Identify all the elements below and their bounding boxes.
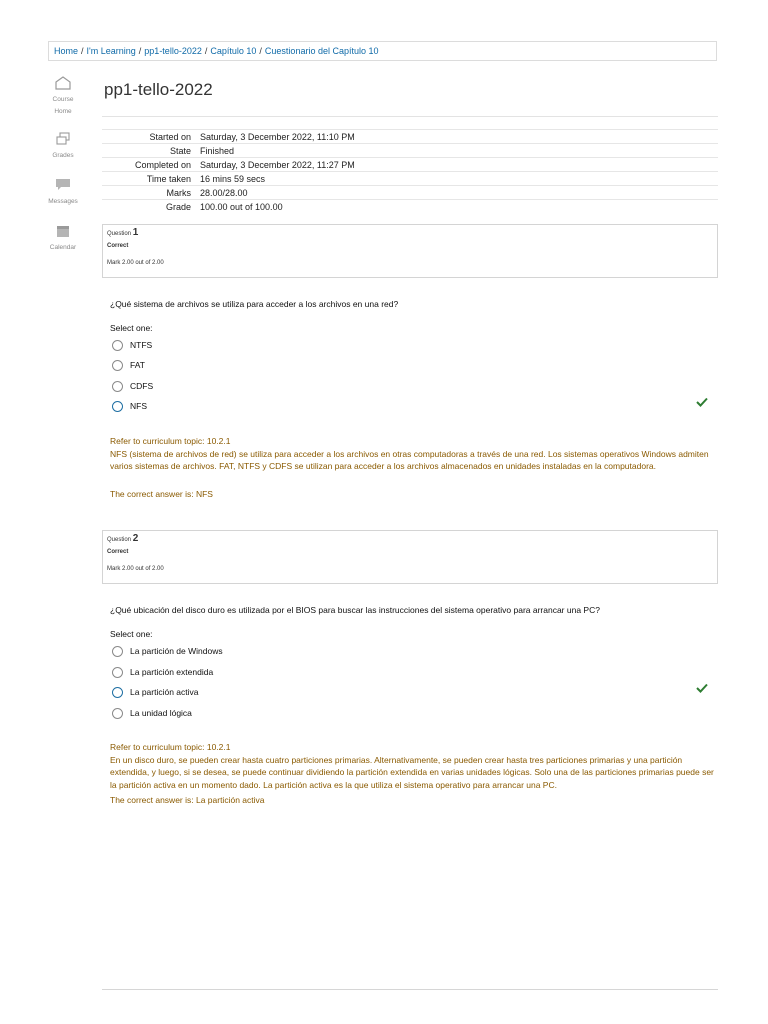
- correct-answer: The correct answer is: NFS: [110, 489, 213, 499]
- sidebar-item-calendar[interactable]: [40, 224, 86, 270]
- sidebar-item-messages[interactable]: [40, 178, 86, 224]
- summary-key: Time taken: [102, 172, 197, 186]
- breadcrumb: Home / I'm Learning / pp1-tello-2022 / Capítulo 10 / Cuestionario del Capítulo 10: [48, 41, 717, 61]
- radio-button-selected[interactable]: [112, 687, 123, 698]
- feedback-body: En un disco duro, se pueden crear hasta cuatro particiones primarias. Alternativamente, se pueden crear hasta tres particiones primarias y una partición extendida, y luego, si se desea, se puede continuar dividiendo la partición extendida en varias unidades lógicas. Solo una de las particiones primarias puede ser la partición activa en un momento dado. La partición activa es la que utiliza el sistema operativo para arrancar una PC.: [110, 754, 714, 790]
- summary-row: [102, 200, 718, 214]
- grades-icon: [40, 132, 86, 150]
- answer-label: La partición activa: [130, 687, 199, 697]
- answer-option[interactable]: [112, 358, 145, 372]
- feedback: [110, 435, 715, 473]
- sidebar-item-label: Grades: [52, 152, 74, 159]
- breadcrumb-course[interactable]: pp1-tello-2022: [144, 46, 202, 56]
- breadcrumb-quiz[interactable]: Cuestionario del Capítulo 10: [264, 46, 379, 56]
- answer-label: La partición extendida: [130, 667, 214, 677]
- feedback-topic: Refer to curriculum topic: 10.2.1: [110, 436, 231, 446]
- breadcrumb-im-learning[interactable]: I'm Learning: [86, 46, 136, 56]
- messages-icon: [40, 178, 86, 196]
- correct-answer: The correct answer is: La partición activa: [110, 795, 265, 805]
- home-icon: [40, 76, 86, 94]
- question-number: 2: [132, 533, 139, 544]
- question-text: ¿Qué sistema de archivos se utiliza para acceder a los archivos en una red?: [110, 299, 399, 309]
- question-info-box: [102, 224, 718, 278]
- answer-label: La unidad lógica: [130, 708, 192, 718]
- divider: [102, 116, 718, 117]
- summary-key: State: [102, 144, 197, 158]
- select-one-label: Select one:: [110, 629, 153, 639]
- select-one-label: Select one:: [110, 323, 153, 333]
- correct-check-icon: [696, 397, 708, 407]
- answer-option-selected[interactable]: [112, 685, 199, 699]
- summary-key: Marks: [102, 186, 197, 200]
- summary-row: [102, 172, 718, 186]
- radio-button-selected[interactable]: [112, 401, 123, 412]
- answer-option[interactable]: [112, 379, 153, 393]
- summary-row: [102, 144, 718, 158]
- sidebar-item-label: Calendar: [49, 244, 77, 251]
- question-status: Correct: [107, 549, 129, 555]
- summary-value: Saturday, 3 December 2022, 11:27 PM: [197, 158, 718, 172]
- question-info-box: [102, 530, 718, 584]
- question-label: Question: [107, 537, 132, 543]
- radio-button[interactable]: [112, 381, 123, 392]
- breadcrumb-home[interactable]: Home: [54, 46, 79, 56]
- summary-value: 16 mins 59 secs: [197, 172, 718, 186]
- attempt-summary-table: [102, 129, 718, 213]
- question-text: ¿Qué ubicación del disco duro es utilizada por el BIOS para buscar las instrucciones del sistema operativo para arrancar una PC?: [110, 605, 600, 615]
- sidebar-item-course-home[interactable]: [40, 76, 86, 122]
- radio-button[interactable]: [112, 708, 123, 719]
- summary-row: [102, 158, 718, 172]
- summary-value: Finished: [197, 144, 718, 158]
- sidebar-item-label: Course Home: [52, 96, 74, 115]
- question-status: Correct: [107, 243, 129, 249]
- answer-label: CDFS: [130, 381, 154, 391]
- radio-button[interactable]: [112, 667, 123, 678]
- sidebar-item-label: Messages: [48, 198, 78, 205]
- summary-key: Completed on: [102, 158, 197, 172]
- summary-key: Started on: [102, 130, 197, 144]
- answer-label: NFS: [130, 401, 147, 411]
- divider: [102, 989, 718, 990]
- question-label: Question: [107, 231, 132, 237]
- summary-row: [102, 130, 718, 144]
- summary-value: 28.00/28.00: [197, 186, 718, 200]
- question-mark: Mark 2.00 out of 2.00: [107, 260, 164, 266]
- answer-option-selected[interactable]: [112, 399, 147, 413]
- side-navigation: [40, 76, 86, 270]
- answer-label: FAT: [130, 360, 145, 370]
- answer-label: NTFS: [130, 340, 153, 350]
- answer-option[interactable]: [112, 644, 223, 658]
- answer-option[interactable]: [112, 706, 192, 720]
- summary-key: Grade: [102, 200, 197, 214]
- feedback: [110, 741, 715, 791]
- breadcrumb-chapter[interactable]: Capítulo 10: [210, 46, 257, 56]
- answer-option[interactable]: [112, 665, 213, 679]
- summary-value: 100.00 out of 100.00: [197, 200, 718, 214]
- answer-option[interactable]: [112, 338, 152, 352]
- feedback-body: NFS (sistema de archivos de red) se utiliza para acceder a los archivos en otras computadoras a través de una red. Los sistemas operativos Windows admiten varios sistemas de archivos. FAT, NTFS y CDFS se utilizan para acceder a los archivos almacenados en unidades instaladas en la computadora.: [110, 448, 709, 471]
- feedback-topic: Refer to curriculum topic: 10.2.1: [110, 742, 231, 752]
- radio-button[interactable]: [112, 360, 123, 371]
- calendar-icon: [40, 224, 86, 242]
- question-number: 1: [132, 227, 139, 238]
- radio-button[interactable]: [112, 646, 123, 657]
- answer-label: La partición de Windows: [130, 646, 223, 656]
- page-title: pp1-tello-2022: [104, 80, 213, 99]
- summary-row: [102, 186, 718, 200]
- summary-value: Saturday, 3 December 2022, 11:10 PM: [197, 130, 718, 144]
- correct-check-icon: [696, 683, 708, 693]
- sidebar-item-grades[interactable]: [40, 132, 86, 178]
- question-mark: Mark 2.00 out of 2.00: [107, 566, 164, 572]
- radio-button[interactable]: [112, 340, 123, 351]
